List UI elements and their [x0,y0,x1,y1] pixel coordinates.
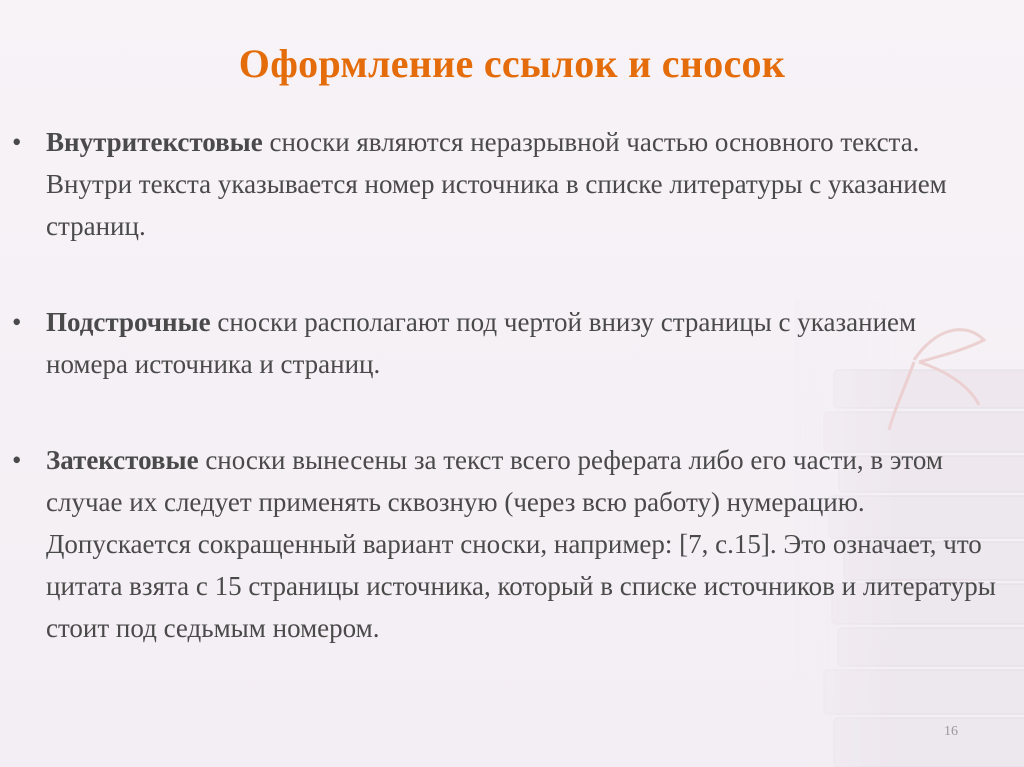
page-number: 16 [944,724,958,739]
page-title: Оформление ссылок и сносок [238,41,786,86]
list-item [8,439,998,649]
bullet-text: сноски располагают под чертой внизу страницы с указанием номера источника и страниц. [46,307,917,379]
bullet-marker: • [12,445,22,475]
list-item [8,301,998,385]
bullet-list [8,121,998,649]
bullet-marker: • [12,307,22,337]
term-endnote: Затекстовые [46,445,199,475]
term-footnote: Подстрочные [46,307,211,337]
list-item [8,121,998,247]
bullet-text: сноски вынесены за текст всего реферата либо его части, в этом случае их следует применять сквозную (через всю работу) нумерацию. Допускается сокращенный вариант сноски, например: [7, с.15]. Это означает, что цитата взята с 15 страницы источника, который в списке источников и литературы стоит под седьмым номером. [46,445,996,643]
bullet-marker: • [12,127,22,157]
term-in-text: Внутритекстовые [46,127,263,157]
bullet-text: сноски являются неразрывной частью основного текста. Внутри текста указывается номер источника в списке литературы с указанием страниц. [46,127,947,241]
